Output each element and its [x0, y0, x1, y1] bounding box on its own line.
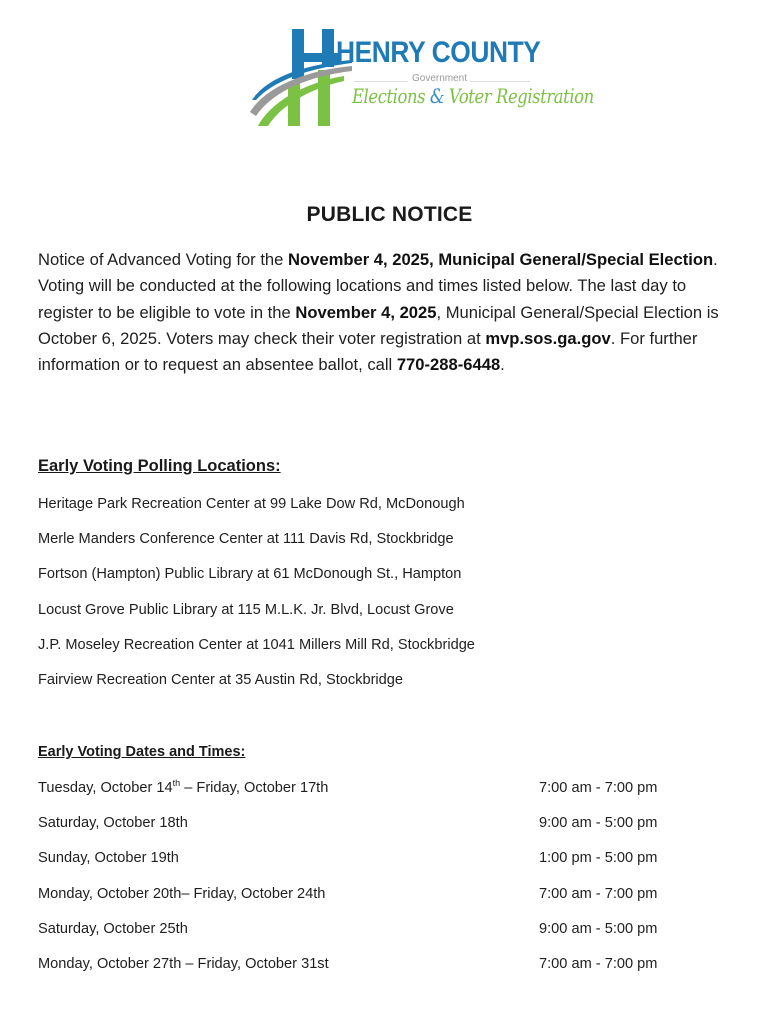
schedule-time: 1:00 pm - 5:00 pm: [539, 850, 658, 867]
schedule-table: [38, 778, 678, 989]
intro-text: . Voting will be conducted at the following locations and times listed below. The last day to register to be eligible to vote in the: [38, 250, 718, 322]
logo-rule-right: [470, 81, 530, 82]
intro-text: . For further information or to request an absentee ballot, call: [38, 328, 698, 375]
location-item: Fairview Recreation Center at 35 Austin Rd, Stockbridge: [38, 671, 404, 688]
tagline-part2: Voter Registration: [444, 84, 594, 108]
schedule-time: 7:00 am - 7:00 pm: [539, 955, 658, 972]
date-text: Tuesday, October 14: [38, 780, 173, 796]
location-item: J.P. Moseley Recreation Center at 1041 Millers Mill Rd, Stockbridge: [38, 636, 475, 653]
schedule-row: [38, 954, 678, 989]
henry-county-logo: [248, 26, 594, 132]
logo-title: HENRY COUNTY: [336, 36, 541, 69]
intro-paragraph: [38, 247, 744, 378]
schedule-date: Sunday, October 19th: [38, 850, 179, 867]
notice-title: PUBLIC NOTICE: [306, 203, 473, 226]
date-ordinal: th: [172, 778, 181, 788]
schedule-time: 7:00 am - 7:00 pm: [539, 780, 658, 796]
location-item: Fortson (Hampton) Public Library at 61 McDonough St., Hampton: [38, 566, 462, 583]
election-name: November 4, 2025, Municipal General/Special Election: [288, 250, 714, 269]
tagline-ampersand: &: [429, 84, 445, 108]
registration-website: mvp.sos.ga.gov: [485, 328, 611, 348]
logo-rule-left: [354, 81, 408, 82]
schedule-date: Saturday, October 25th: [38, 920, 188, 937]
schedule-row: [38, 813, 678, 848]
location-item: Locust Grove Public Library at 115 M.L.K. Jr. Blvd, Locust Grove: [38, 601, 454, 618]
intro-text: Notice of Advanced Voting for the: [38, 250, 288, 269]
locations-list: [38, 494, 475, 705]
schedule-time: 9:00 am - 5:00 pm: [539, 815, 658, 832]
intro-text: .: [500, 355, 505, 375]
schedule-date: Monday, October 27th – Friday, October 31st: [38, 955, 329, 972]
schedule-row: [38, 919, 678, 954]
location-item: Heritage Park Recreation Center at 99 Lake Dow Rd, McDonough: [38, 496, 465, 512]
schedule-time: 9:00 am - 5:00 pm: [539, 920, 658, 937]
election-date: November 4, 2025: [295, 302, 437, 322]
schedule-date: [38, 778, 328, 798]
schedule-date: Saturday, October 18th: [38, 815, 188, 832]
intro-text: , Municipal General/Special Election is October 6, 2025. Voters may check their voter registration at: [38, 302, 719, 348]
location-item: Merle Manders Conference Center at 111 Davis Rd, Stockbridge: [38, 531, 454, 548]
tagline-part1: Elections: [352, 84, 430, 108]
logo-subtitle: Government: [412, 73, 468, 84]
logo-tagline: [352, 84, 594, 108]
schedule-row: [38, 848, 678, 883]
schedule-heading: Early Voting Dates and Times:: [38, 744, 246, 760]
date-text: – Friday, October 17th: [180, 780, 329, 796]
phone-number: 770-288-6448: [396, 355, 501, 375]
locations-heading: Early Voting Polling Locations:: [38, 457, 281, 475]
schedule-date: Monday, October 20th– Friday, October 24th: [38, 885, 326, 902]
schedule-time: 7:00 am - 7:00 pm: [539, 885, 658, 902]
schedule-row: [38, 778, 678, 813]
schedule-row: [38, 884, 678, 919]
